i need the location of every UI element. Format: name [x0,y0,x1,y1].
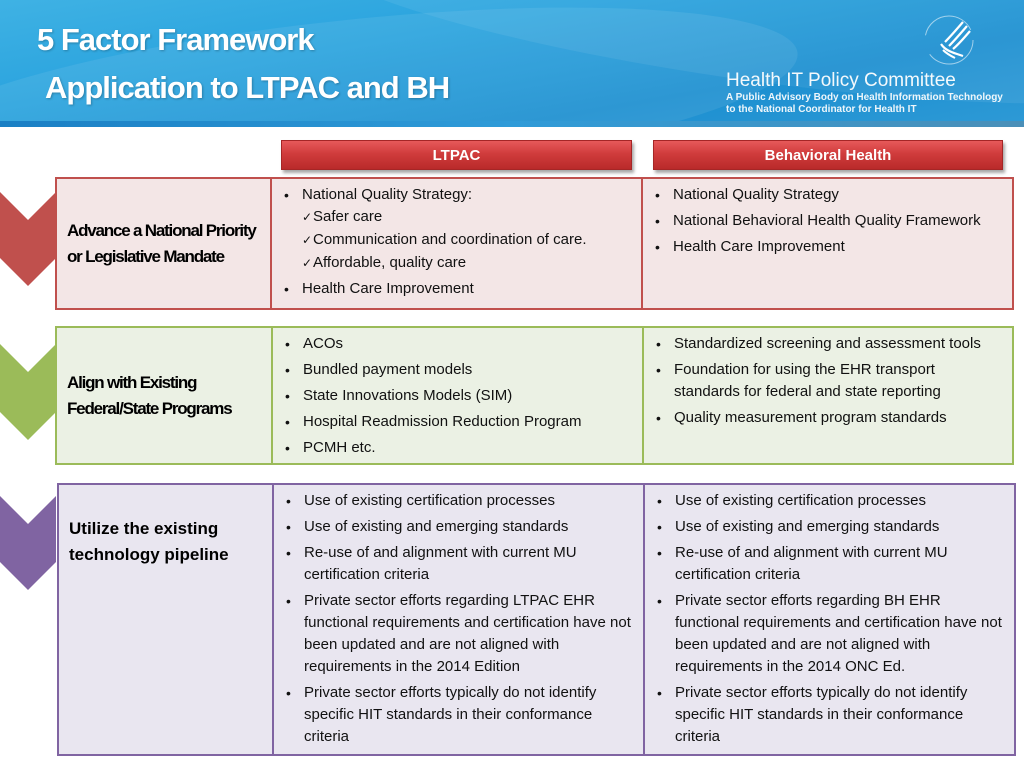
list-item: • Use of existing certification processes [282,490,635,512]
list-item: • National Behavioral Health Quality Framework [651,210,1004,232]
list-item: • Bundled payment models [281,359,634,381]
list-item: • ACOs [281,333,634,355]
row-label: Advance a National Priority or Legislative Mandate [57,179,272,308]
check-item: ✓ Communication and coordination of care. [302,229,633,251]
list-item: • National Quality Strategy [651,184,1004,206]
list-item: • Use of existing and emerging standards [653,516,1006,538]
chevron-down-icon [0,334,56,464]
bh-cell [644,328,1012,463]
chevron-down-icon [0,180,56,310]
list-item: • Private sector efforts regarding LTPAC EHR functional requirements and certification have not been updated and are not aligned with requirements in the 2014 Edition [282,590,635,678]
framework-row-align-programs [55,326,1014,465]
org-tagline-2: to the National Coordinator for Health IT [726,104,917,115]
list-item: • Standardized screening and assessment tools [652,333,1004,355]
org-tagline-1: A Public Advisory Body on Health Information Technology [726,92,1003,103]
list-item: • Private sector efforts typically do not identify specific HIT standards in their conformance criteria [282,682,635,748]
list-item: • Foundation for using the EHR transport standards for federal and state reporting [652,359,1004,403]
list-item: • State Innovations Models (SIM) [281,385,634,407]
list-item: • Hospital Readmission Reduction Program [281,411,634,433]
check-item: ✓ Affordable, quality care [302,252,633,274]
list-item: • Use of existing and emerging standards [282,516,635,538]
page-subtitle: Application to LTPAC and BH [45,70,450,105]
framework-row-national-priority [55,177,1014,310]
list-item: • Health Care Improvement [280,278,633,300]
bh-cell [643,179,1012,308]
list-item [280,184,633,274]
chevron-down-icon [0,482,56,612]
row-label: Align with Existing Federal/State Programs [57,328,273,463]
ltpac-cell [273,328,644,463]
row-label: Utilize the existing technology pipeline [59,485,274,754]
list-item: • Quality measurement program standards [652,407,1004,429]
list-item: • Re-use of and alignment with current MU certification criteria [653,542,1006,586]
org-branding [726,70,1003,116]
list-item: • Private sector efforts regarding BH EHR functional requirements and certification have not been updated and are not aligned with requirements in the 2014 ONC Ed. [653,590,1006,678]
bh-cell [645,485,1014,754]
column-header-behavioral-health: Behavioral Health [653,140,1003,170]
framework-row-technology-pipeline [57,483,1016,756]
banner-bottom-strip [0,121,1024,127]
check-item: ✓ Safer care [302,206,633,228]
list-item: • Use of existing certification processes [653,490,1006,512]
header-banner [0,0,1024,127]
list-item: • Private sector efforts typically do not identify specific HIT standards in their conformance criteria [653,682,1006,748]
org-name: Health IT Policy Committee [726,70,956,91]
list-item-text: National Quality Strategy: [302,186,473,203]
list-item: • PCMH etc. [281,437,634,459]
column-header-ltpac: LTPAC [281,140,632,170]
hhs-eagle-logo-icon [923,12,979,68]
ltpac-cell [272,179,643,308]
list-item: • Health Care Improvement [651,236,1004,258]
ltpac-cell [274,485,645,754]
list-item: • Re-use of and alignment with current MU certification criteria [282,542,635,586]
page-title: 5 Factor Framework [37,22,314,57]
